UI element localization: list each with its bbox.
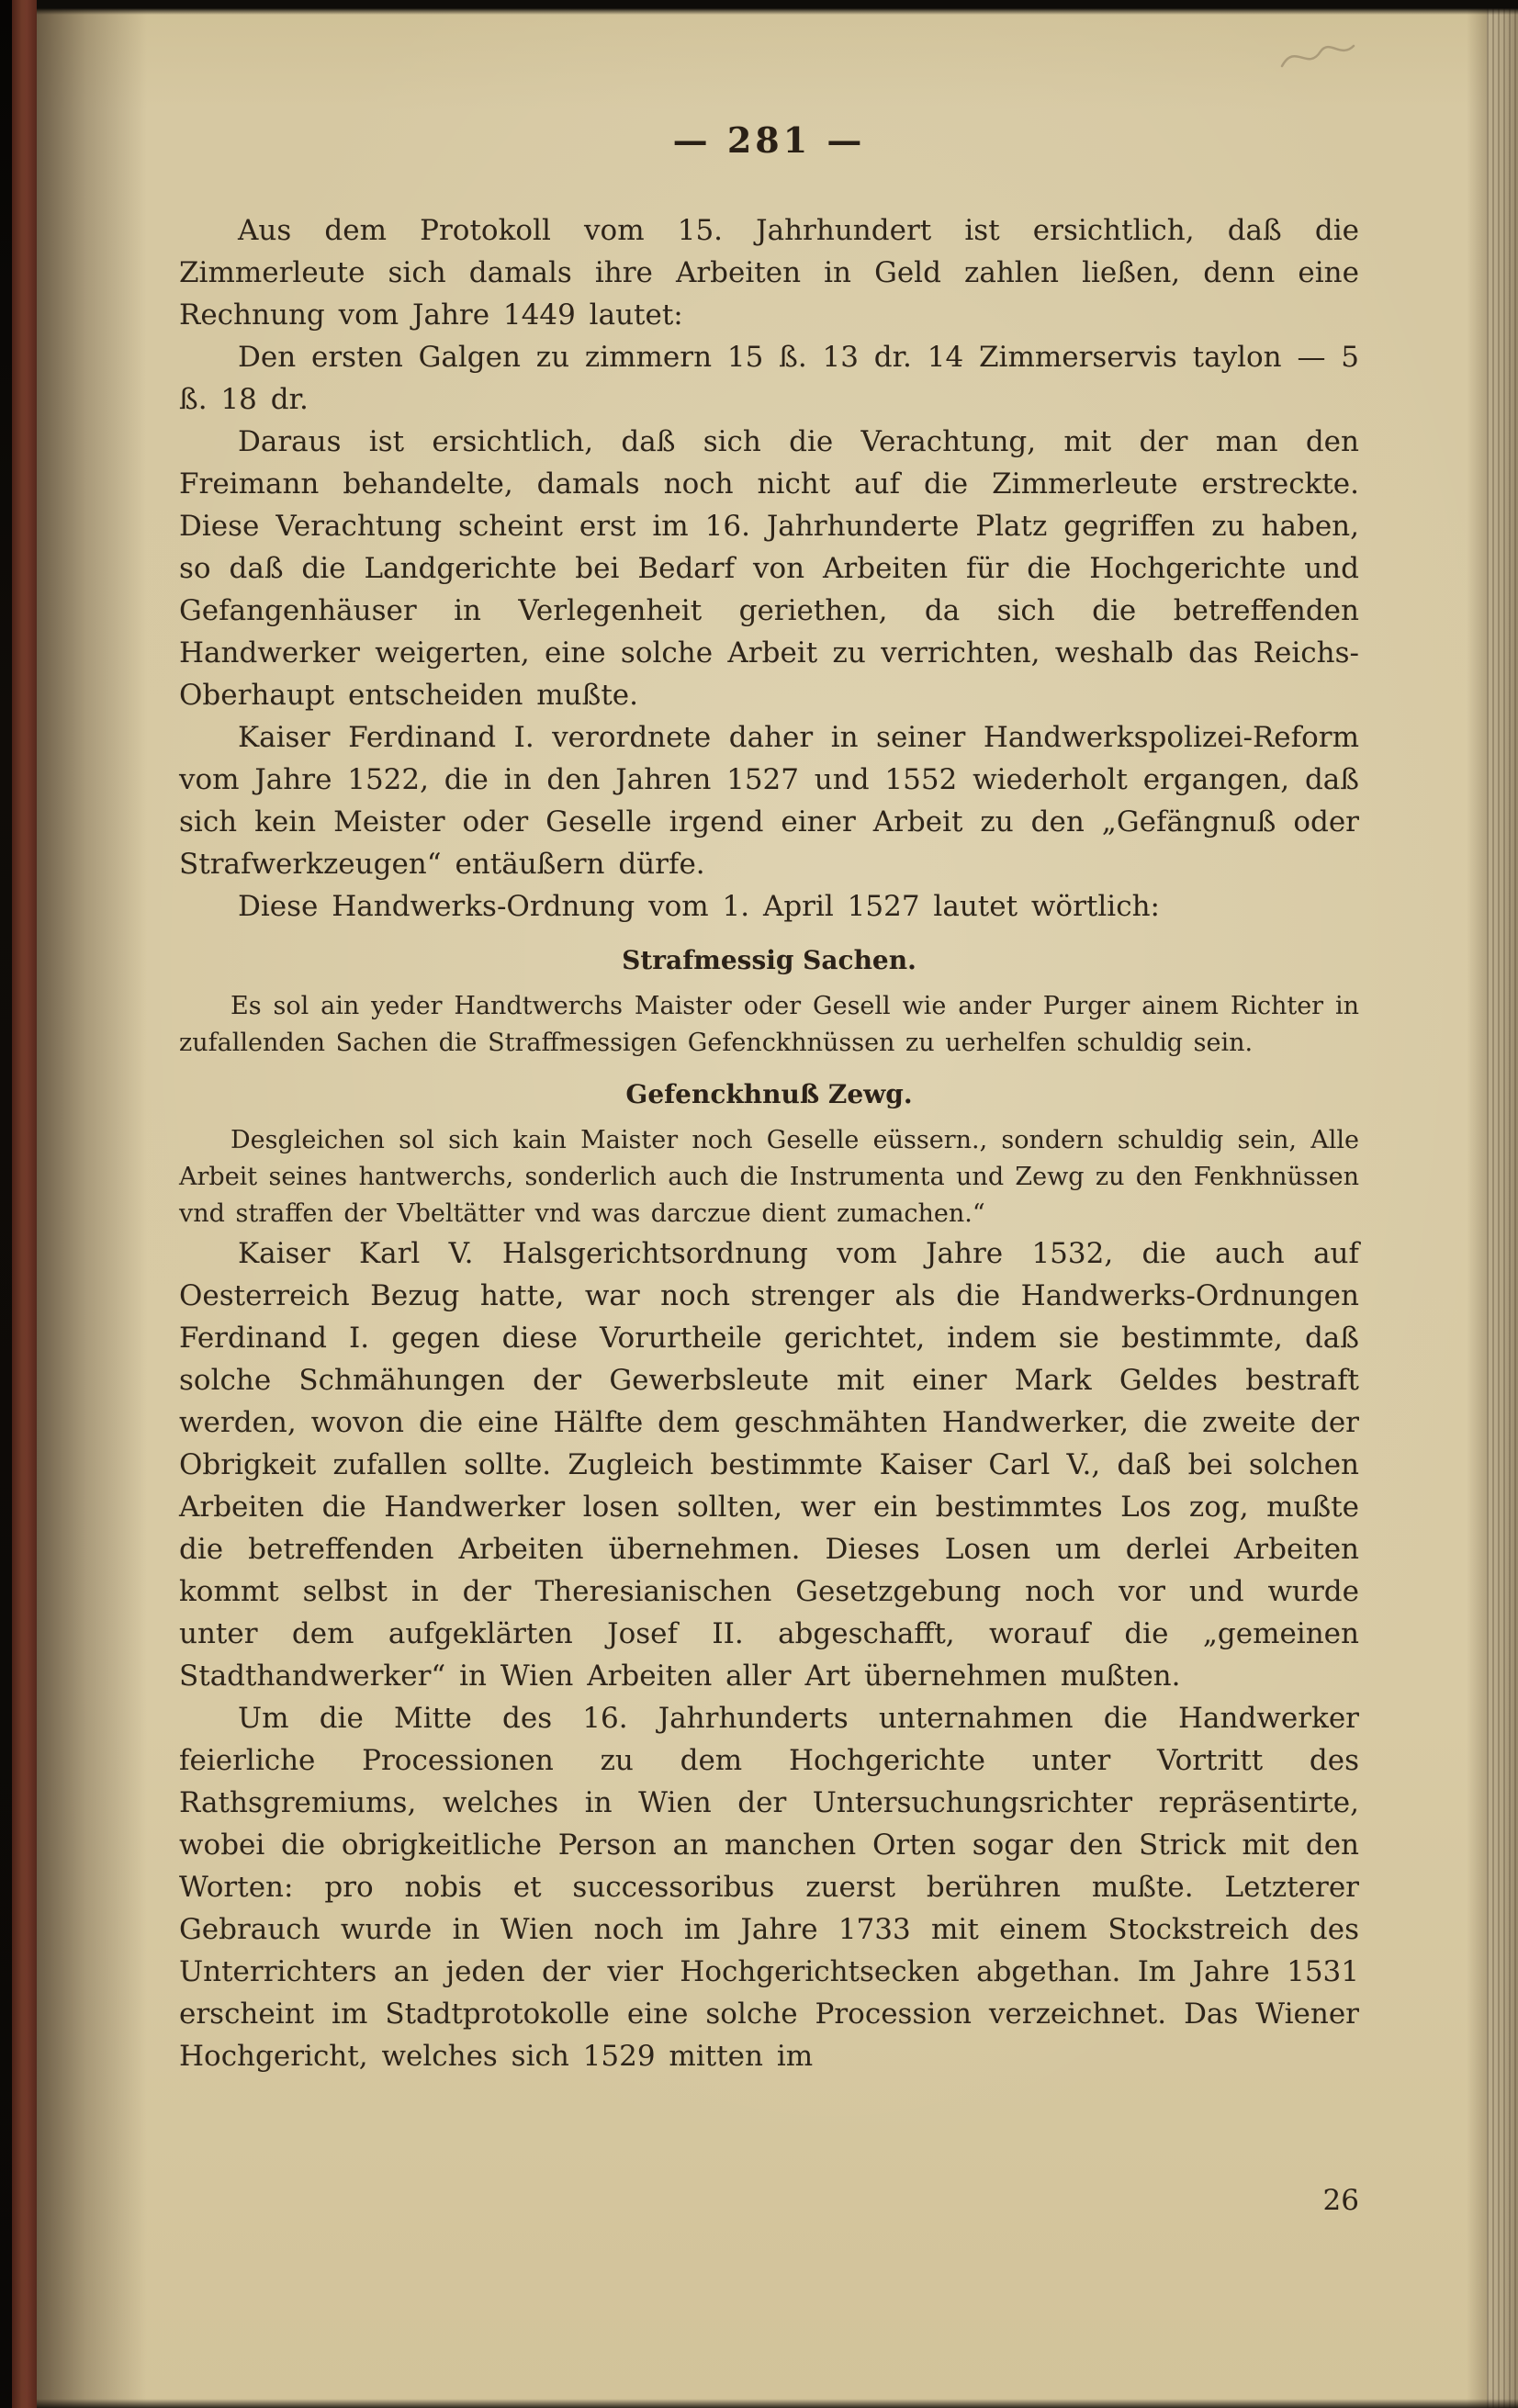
paragraph: Es sol ain yeder Handtwerchs Maister oder Gesell wie ander Purger ainem Richter in zufallenden Sachen die Straffmessigen Gefenckhnüssen zu uerhelfen schuldig sein. — [179, 992, 1359, 1057]
section-heading: Gefenckhnuß Zewg. — [625, 1079, 913, 1109]
paragraph: Kaiser Karl V. Halsgerichtsordnung vom Jahre 1532, die auch auf Oesterreich Bezug hatte, war noch strenger als die Handwerks-Ordnungen Ferdinand I. gegen diese Vorurtheile gerichtet, indem sie bestimmte, daß solche Schmähungen der Gewerbsleute mit einer Mark Geldes bestraft werden, wovon die eine Hälfte dem geschmähten Handwerker, die zweite der Obrigkeit zufallen sollte. Zugleich bestimmte Kaiser Carl V., daß bei solchen Arbeiten die Handwerker losen sollten, wer ein bestimmtes Los zog, mußte die betreffenden Arbeiten übernehmen. Dieses Losen um derlei Arbeiten kommt selbst in der Theresianischen Gesetzgebung noch vor und wurde unter dem aufgeklärten Josef II. abgeschafft, worauf die „gemeinen Stadthandwerker“ in Wien Arbeiten aller Art übernehmen mußten. — [179, 1237, 1359, 1693]
scan-bottom-edge — [0, 2399, 1518, 2408]
paragraph: Um die Mitte des 16. Jahrhunderts unternahmen die Handwerker feierliche Processionen zu dem Hochgerichte unter Vortritt des Rathsgremiums, welches in Wien der Untersuchungsrichter repräsentirte, wobei die obrigkeitliche Person an manchen Orten sogar den Strick mit den Worten: pro nobis et successoribus zuerst berühren mußte. Letzterer Gebrauch wurde in Wien noch im Jahre 1733 mit einem Stockstreich des Unterrichters an jeden der vier Hochgerichtsecken abgethan. Im Jahre 1531 erscheint im Stadtprotokolle eine solche Procession verzeichnet. Das Wiener Hochgericht, welches sich 1529 mitten im — [179, 1702, 1359, 2073]
section-heading: Strafmessig Sachen. — [622, 945, 916, 975]
book-spine — [0, 0, 12, 2408]
gutter-shadow — [37, 0, 147, 2408]
scan-top-edge — [0, 0, 1518, 15]
paragraph: Daraus ist ersichtlich, daß sich die Verachtung, mit der man den Freimann behandelte, damals noch nicht auf die Zimmerleute erstreckte. Diese Verachtung scheint erst im 16. Jahrhunderte Platz gegriffen zu haben, so daß die Landgerichte bei Bedarf von Arbeiten für die Hochgerichte und Gefangenhäuser in Verlegenheit geriethen, da sich die betreffenden Handwerker weigerten, eine solche Arbeit zu verrichten, weshalb das Reichs-Oberhaupt entscheiden mußte. — [179, 425, 1359, 712]
book-spine-band — [12, 0, 37, 2408]
page-number-header: — 281 — — [672, 119, 866, 161]
paragraph: Desgleichen sol sich kain Maister noch Geselle eüssern., sondern schuldig sein, Alle Arbeit seines hantwerchs, sonderlich auch die Instrumenta und Zewg zu den Fenkhnüssen vnd straffen der Vbeltätter vnd was darczue dient zumachen.“ — [179, 1126, 1359, 1228]
page-edges — [1487, 0, 1518, 2408]
paragraph: Aus dem Protokoll vom 15. Jahrhundert ist ersichtlich, daß die Zimmerleute sich damals ihre Arbeiten in Geld zahlen ließen, denn eine Rechnung vom Jahre 1449 lautet: — [179, 214, 1359, 332]
paragraph: Kaiser Ferdinand I. verordnete daher in seiner Handwerkspolizei-Reform vom Jahre 1522, die in den Jahren 1527 und 1552 wiederholt ergangen, daß sich kein Meister oder Geselle irgend einer Arbeit zu den „Gefängnuß oder Strafwerkzeugen“ entäußern dürfe. — [179, 721, 1359, 881]
paragraph: Diese Handwerks-Ordnung vom 1. April 1527 lautet wörtlich: — [238, 890, 1160, 923]
page-number-footer: 26 — [1322, 2184, 1359, 2217]
text-body — [179, 209, 1359, 2077]
handwritten-mark — [1276, 35, 1359, 81]
paragraph: Den ersten Galgen zu zimmern 15 ß. 13 dr. 14 Zimmerservis taylon — 5 ß. 18 dr. — [179, 341, 1359, 416]
